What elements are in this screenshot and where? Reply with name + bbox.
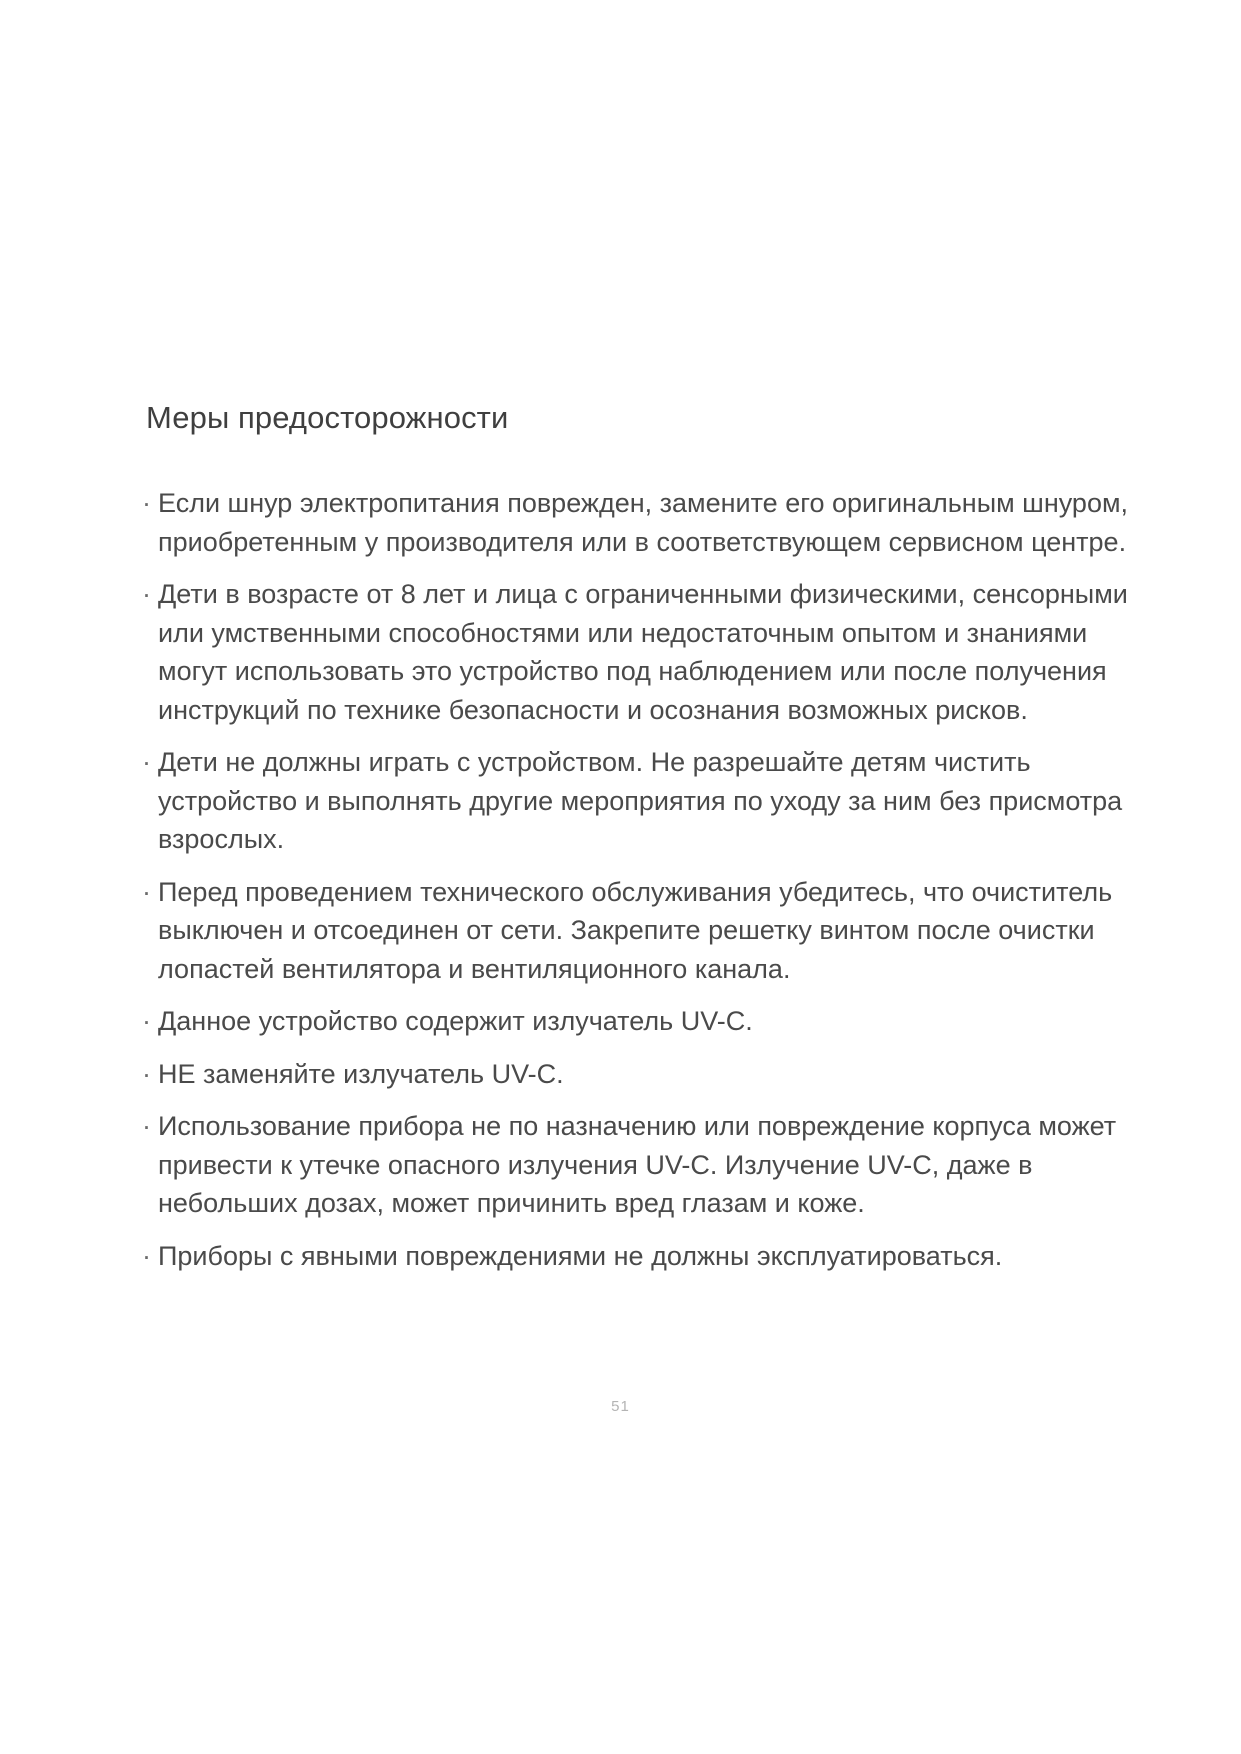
- precautions-list: [140, 484, 1140, 1289]
- list-item-text: Приборы с явными повреждениями не должны эксплуатироваться.: [158, 1240, 1003, 1271]
- list-item: [140, 575, 1140, 729]
- list-item-text: Перед проведением технического обслуживания убедитесь, что очиститель выключен и отсоединен от сети. Закрепите решетку винтом после очистки лопастей вентилятора и вентиляционного канала.: [158, 876, 1113, 984]
- list-item-text: Если шнур электропитания поврежден, замените его оригинальным шнуром, приобретенным у производителя или в соответствующем сервисном центре.: [158, 488, 1129, 557]
- list-item: [140, 743, 1140, 859]
- list-item: [140, 484, 1140, 561]
- bullet-icon: ·: [142, 1240, 151, 1271]
- list-item-text: Данное устройство содержит излучатель UV-C.: [158, 1006, 753, 1036]
- list-item: [140, 1237, 1140, 1276]
- bullet-icon: ·: [142, 1111, 151, 1141]
- list-item: [140, 1107, 1140, 1223]
- bullet-icon: ·: [142, 1006, 151, 1036]
- list-item-text: Дети не должны играть с устройством. Не разрешайте детям чистить устройство и выполнять другие мероприятия по уходу за ним без присмотра взрослых.: [158, 747, 1123, 854]
- section-heading: Меры предосторожности: [146, 400, 509, 435]
- bullet-icon: ·: [142, 579, 151, 609]
- bullet-icon: ·: [142, 1058, 151, 1089]
- list-item: [140, 873, 1140, 989]
- list-item-text: Использование прибора не по назначению или повреждение корпуса может привести к утечке опасного излучения UV-C. Излучение UV-C, даже в небольших дозах, может причинить вред глазам и коже.: [158, 1111, 1117, 1218]
- bullet-icon: ·: [142, 488, 151, 518]
- bullet-icon: ·: [142, 876, 151, 907]
- list-item-text: Дети в возрасте от 8 лет и лица с ограниченными физическими, сенсорными или умственными способностями или недостаточным опытом и знаниями могут использовать это устройство под наблюдением или после получения инструкций по технике безопасности и осознания возможных рисков.: [158, 579, 1128, 725]
- list-item: [140, 1002, 1140, 1041]
- list-item-text: НЕ заменяйте излучатель UV-C.: [158, 1058, 564, 1089]
- page-number: 51: [611, 1398, 630, 1415]
- bullet-icon: ·: [142, 747, 151, 777]
- list-item: [140, 1055, 1140, 1094]
